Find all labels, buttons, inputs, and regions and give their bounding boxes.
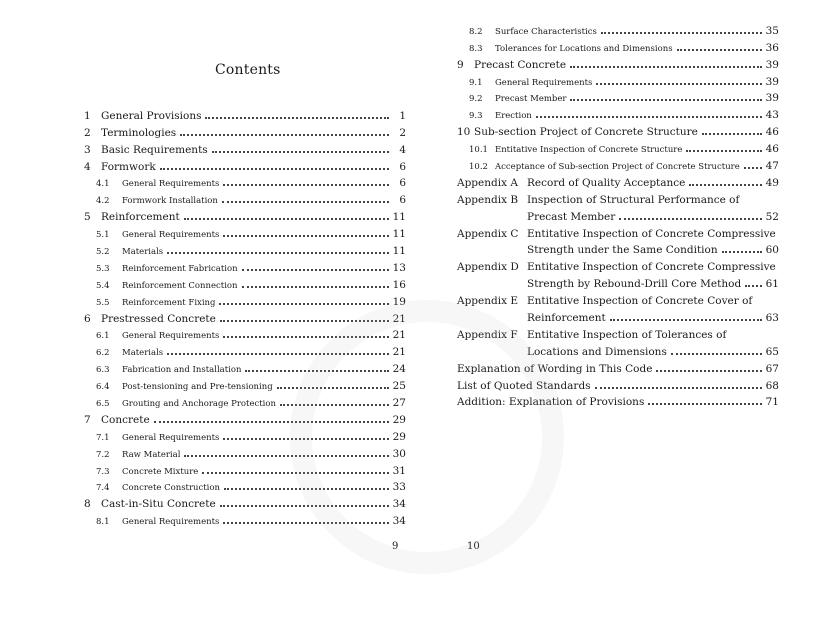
toc-entry-number: 8.2 bbox=[469, 26, 483, 37]
toc-entry-title: Surface Characteristics bbox=[495, 26, 597, 37]
toc-entry-page: 36 bbox=[765, 41, 779, 54]
toc-entry-title: Explanation of Wording in This Code bbox=[457, 362, 653, 375]
toc-entry[interactable] bbox=[84, 274, 406, 291]
toc-entry-page: 46 bbox=[765, 126, 779, 139]
toc-entry-title: Entitative Inspection of Concrete Structure bbox=[495, 145, 683, 156]
toc-entry[interactable] bbox=[84, 223, 406, 240]
toc-entry-page: 39 bbox=[765, 58, 779, 71]
toc-entry-title: Grouting and Anchorage Protection bbox=[122, 399, 276, 410]
toc-entry-title: Strength by Rebound-Drill Core Method bbox=[527, 278, 742, 291]
toc-entry-number: 9.3 bbox=[469, 111, 483, 122]
dot-leader bbox=[223, 438, 389, 440]
toc-entry-title: Precast Member bbox=[527, 210, 616, 223]
toc-entry-number: 7.4 bbox=[96, 483, 110, 494]
toc-entry-number: 5.5 bbox=[96, 297, 110, 308]
dot-leader bbox=[570, 99, 762, 101]
toc-entry-page: 27 bbox=[392, 397, 406, 410]
dot-leader bbox=[702, 133, 762, 135]
dot-leader bbox=[205, 117, 389, 119]
toc-entry-number: 9 bbox=[457, 58, 464, 71]
toc-entry-page: 11 bbox=[392, 245, 406, 258]
toc-entry[interactable] bbox=[84, 206, 406, 223]
toc-entry-page: 2 bbox=[399, 126, 406, 139]
toc-entry[interactable] bbox=[457, 223, 779, 240]
dot-leader bbox=[656, 370, 762, 372]
dot-leader bbox=[167, 353, 389, 355]
toc-entry-title: Post-tensioning and Pre-tensioning bbox=[122, 382, 273, 393]
dot-leader bbox=[154, 421, 389, 423]
toc-entry-number: 5.1 bbox=[96, 230, 110, 241]
toc-entry-title: General Requirements bbox=[495, 77, 593, 88]
toc-entry-title: Concrete Mixture bbox=[122, 466, 199, 477]
toc-entry[interactable] bbox=[457, 104, 779, 121]
dot-leader bbox=[242, 286, 389, 288]
toc-entry-title: Fabrication and Installation bbox=[122, 365, 242, 376]
toc-entry-title: Materials bbox=[122, 247, 164, 258]
toc-entry[interactable] bbox=[84, 291, 406, 308]
page-number-left: 9 bbox=[392, 541, 399, 552]
toc-entry-title: General Requirements bbox=[122, 179, 220, 190]
toc-entry-page: 71 bbox=[765, 396, 779, 409]
dot-leader bbox=[184, 455, 389, 457]
toc-entry[interactable] bbox=[84, 358, 406, 375]
toc-entry-number: 6.5 bbox=[96, 399, 110, 410]
toc-entry-page: 19 bbox=[392, 295, 406, 308]
toc-entry-page: 6 bbox=[399, 177, 406, 190]
toc-entry-number: 5.4 bbox=[96, 280, 110, 291]
dot-leader bbox=[223, 184, 389, 186]
page-title: Contents bbox=[215, 62, 281, 78]
toc-entry[interactable] bbox=[84, 493, 406, 510]
toc-entry-number: 10.1 bbox=[469, 145, 488, 156]
toc-entry-page: 21 bbox=[392, 312, 406, 325]
dot-leader bbox=[596, 83, 762, 85]
toc-entry-page: 11 bbox=[392, 228, 406, 241]
toc-entry[interactable] bbox=[84, 257, 406, 274]
dot-leader bbox=[167, 252, 389, 254]
toc-entry[interactable] bbox=[84, 325, 406, 342]
toc-entry[interactable] bbox=[84, 139, 406, 156]
toc-entry-title: General Requirements bbox=[122, 517, 220, 528]
dot-leader bbox=[610, 319, 762, 321]
toc-entry-page: 24 bbox=[392, 363, 406, 376]
toc-entry-number: 7.3 bbox=[96, 466, 110, 477]
toc-entry-page: 29 bbox=[392, 430, 406, 443]
toc-entry-page: 61 bbox=[765, 278, 779, 291]
toc-entry-title: Strength under the Same Condition bbox=[527, 244, 718, 257]
toc-entry-number: Appendix C bbox=[457, 227, 519, 240]
toc-entry-page: 4 bbox=[399, 143, 406, 156]
toc-entry-page: 49 bbox=[765, 176, 779, 189]
dot-leader bbox=[242, 269, 389, 271]
toc-entry-title: Precast Concrete bbox=[474, 58, 567, 71]
toc-entry-number: Appendix D bbox=[457, 261, 519, 274]
dot-leader bbox=[222, 201, 389, 203]
toc-entry-page: 39 bbox=[765, 92, 779, 105]
toc-entry[interactable] bbox=[84, 105, 406, 122]
toc-entry-number: 5 bbox=[84, 211, 91, 224]
toc-entry[interactable] bbox=[84, 477, 406, 494]
toc-entry[interactable] bbox=[84, 122, 406, 139]
toc-entry-number: 6.4 bbox=[96, 382, 110, 393]
toc-entry-page: 30 bbox=[392, 447, 406, 460]
toc-entry[interactable] bbox=[457, 121, 779, 138]
toc-entry-title: General Requirements bbox=[122, 230, 220, 241]
toc-entry-title: Addition: Explanation of Provisions bbox=[457, 396, 645, 409]
toc-entry-page: 25 bbox=[392, 380, 406, 393]
toc-entry-number: 6.3 bbox=[96, 365, 110, 376]
toc-entry-number: 2 bbox=[84, 126, 91, 139]
toc-entry-number: 10.2 bbox=[469, 162, 488, 173]
toc-entry-title: Entitative Inspection of Tolerances of bbox=[527, 328, 727, 341]
dot-leader bbox=[689, 184, 762, 186]
dot-leader bbox=[686, 150, 762, 152]
toc-entry-page: 34 bbox=[392, 515, 406, 528]
toc-entry-title: Reinforcement Connection bbox=[122, 280, 238, 291]
toc-entry-number: Appendix E bbox=[457, 295, 519, 308]
toc-entry-page: 39 bbox=[765, 75, 779, 88]
toc-entry-number: 1 bbox=[84, 109, 91, 122]
toc-entry-title: Prestressed Concrete bbox=[101, 312, 216, 325]
toc-entry-title: Inspection of Structural Performance of bbox=[527, 193, 740, 206]
toc-entry-title: Cast-in-Situ Concrete bbox=[101, 498, 216, 511]
dot-leader bbox=[677, 49, 762, 51]
toc-entry-title: Record of Quality Acceptance bbox=[527, 176, 686, 189]
dot-leader bbox=[619, 218, 762, 220]
toc-left bbox=[84, 105, 406, 527]
toc-entry-title: List of Quoted Standards bbox=[457, 379, 591, 392]
dot-leader bbox=[223, 336, 389, 338]
toc-entry-page: 46 bbox=[765, 143, 779, 156]
dot-leader bbox=[219, 303, 389, 305]
toc-entry[interactable] bbox=[457, 290, 779, 307]
toc-entry-title: Formwork bbox=[101, 160, 156, 173]
toc-entry[interactable] bbox=[457, 256, 779, 273]
toc-entry-number: 8 bbox=[84, 498, 91, 511]
toc-entry-number: 8.3 bbox=[469, 43, 483, 54]
dot-leader bbox=[224, 488, 389, 490]
toc-entry-page: 16 bbox=[392, 278, 406, 291]
toc-entry-number: 5.3 bbox=[96, 263, 110, 274]
toc-entry-page: 6 bbox=[399, 160, 406, 173]
dot-leader bbox=[601, 32, 762, 34]
toc-entry-page: 68 bbox=[765, 379, 779, 392]
toc-entry-page: 35 bbox=[765, 24, 779, 37]
toc-entry-page: 29 bbox=[392, 413, 406, 426]
left-page bbox=[0, 0, 415, 576]
dot-leader bbox=[184, 218, 389, 220]
dot-leader bbox=[223, 522, 389, 524]
dot-leader bbox=[223, 235, 389, 237]
toc-entry-page: 63 bbox=[765, 312, 779, 325]
toc-entry[interactable] bbox=[84, 308, 406, 325]
toc-entry-number: 4.1 bbox=[96, 179, 110, 190]
toc-entry-page: 34 bbox=[392, 498, 406, 511]
toc-entry[interactable] bbox=[457, 240, 779, 257]
toc-entry[interactable] bbox=[457, 324, 779, 341]
dot-leader bbox=[745, 285, 762, 287]
dot-leader bbox=[744, 167, 762, 169]
toc-entry[interactable] bbox=[457, 307, 779, 324]
toc-entry-title: Precast Member bbox=[495, 94, 567, 105]
toc-entry[interactable] bbox=[457, 71, 779, 88]
dot-leader bbox=[722, 251, 762, 253]
toc-entry-number: 9.2 bbox=[469, 94, 483, 105]
toc-entry-number: 4.2 bbox=[96, 196, 110, 207]
toc-entry-page: 65 bbox=[765, 345, 779, 358]
dot-leader bbox=[648, 403, 762, 405]
toc-entry-title: Tolerances for Locations and Dimensions bbox=[495, 43, 673, 54]
toc-right bbox=[457, 20, 779, 408]
toc-entry-title: Entitative Inspection of Concrete Compressive bbox=[527, 227, 776, 240]
toc-entry-number: 6.2 bbox=[96, 348, 110, 359]
toc-entry[interactable] bbox=[457, 392, 779, 409]
toc-entry-title: Raw Material bbox=[122, 449, 181, 460]
toc-entry[interactable] bbox=[84, 156, 406, 173]
toc-entry[interactable] bbox=[457, 155, 779, 172]
toc-entry-title: Sub-section Project of Concrete Structure bbox=[474, 126, 698, 139]
dot-leader bbox=[160, 168, 389, 170]
toc-entry[interactable] bbox=[84, 341, 406, 358]
toc-entry-title: Locations and Dimensions bbox=[527, 345, 667, 358]
toc-entry[interactable] bbox=[457, 172, 779, 189]
right-page bbox=[415, 0, 830, 576]
toc-entry-page: 60 bbox=[765, 244, 779, 257]
toc-entry[interactable] bbox=[84, 443, 406, 460]
toc-entry[interactable] bbox=[457, 341, 779, 358]
dot-leader bbox=[202, 472, 389, 474]
toc-entry[interactable] bbox=[84, 409, 406, 426]
toc-entry-title: Concrete Construction bbox=[122, 483, 220, 494]
toc-entry[interactable] bbox=[84, 240, 406, 257]
dot-leader bbox=[570, 66, 762, 68]
dot-leader bbox=[245, 370, 389, 372]
dot-leader bbox=[671, 353, 762, 355]
toc-entry-title: Erection bbox=[495, 111, 532, 122]
toc-entry[interactable] bbox=[457, 189, 779, 206]
toc-entry-number: 7.1 bbox=[96, 432, 110, 443]
toc-entry-number: Appendix A bbox=[457, 176, 518, 189]
toc-entry-title: Reinforcement bbox=[101, 211, 180, 224]
toc-entry[interactable] bbox=[457, 375, 779, 392]
toc-entry-title: General Requirements bbox=[122, 432, 220, 443]
dot-leader bbox=[220, 505, 389, 507]
toc-entry-title: Entitative Inspection of Concrete Compressive bbox=[527, 261, 776, 274]
toc-entry[interactable] bbox=[84, 173, 406, 190]
toc-entry-page: 1 bbox=[399, 109, 406, 122]
toc-entry-title: Basic Requirements bbox=[101, 143, 208, 156]
toc-entry[interactable] bbox=[457, 54, 779, 71]
toc-entry-page: 11 bbox=[392, 211, 406, 224]
toc-entry-number: Appendix B bbox=[457, 193, 519, 206]
toc-entry-page: 33 bbox=[392, 481, 406, 494]
toc-entry-number: Appendix F bbox=[457, 328, 518, 341]
toc-entry-title: Reinforcement Fixing bbox=[122, 297, 216, 308]
toc-entry-page: 47 bbox=[765, 160, 779, 173]
toc-entry[interactable] bbox=[84, 460, 406, 477]
toc-entry-page: 6 bbox=[399, 194, 406, 207]
toc-entry-number: 5.2 bbox=[96, 247, 110, 258]
dot-leader bbox=[536, 116, 762, 118]
toc-entry-number: 9.1 bbox=[469, 77, 483, 88]
toc-entry-page: 43 bbox=[765, 109, 779, 122]
toc-entry[interactable] bbox=[457, 88, 779, 105]
page-number-right: 10 bbox=[467, 541, 480, 552]
toc-entry[interactable] bbox=[457, 273, 779, 290]
toc-entry[interactable] bbox=[457, 358, 779, 375]
toc-entry-number: 6 bbox=[84, 312, 91, 325]
toc-entry-number: 10 bbox=[457, 126, 471, 139]
toc-entry-title: Materials bbox=[122, 348, 164, 359]
toc-entry[interactable] bbox=[457, 37, 779, 54]
toc-entry-title: Acceptance of Sub-section Project of Concrete Structure bbox=[495, 162, 740, 173]
toc-entry-number: 8.1 bbox=[96, 517, 110, 528]
toc-entry[interactable] bbox=[84, 392, 406, 409]
toc-entry-number: 4 bbox=[84, 160, 91, 173]
toc-entry-page: 21 bbox=[392, 329, 406, 342]
dot-leader bbox=[212, 151, 389, 153]
dot-leader bbox=[595, 387, 762, 389]
toc-entry-number: 6.1 bbox=[96, 331, 110, 342]
toc-entry-title: General Requirements bbox=[122, 331, 220, 342]
toc-entry-page: 67 bbox=[765, 362, 779, 375]
toc-entry-title: Entitative Inspection of Concrete Cover of bbox=[527, 295, 753, 308]
toc-entry-title: Reinforcement Fabrication bbox=[122, 263, 238, 274]
toc-entry[interactable] bbox=[457, 20, 779, 37]
toc-entry-number: 7 bbox=[84, 413, 91, 426]
toc-entry-title: Terminologies bbox=[101, 126, 177, 139]
toc-entry-title: Formwork Installation bbox=[122, 196, 218, 207]
toc-entry-title: Concrete bbox=[101, 413, 150, 426]
toc-entry-number: 7.2 bbox=[96, 449, 110, 460]
dot-leader bbox=[220, 320, 389, 322]
toc-entry[interactable] bbox=[84, 189, 406, 206]
toc-entry-page: 21 bbox=[392, 346, 406, 359]
toc-entry-page: 31 bbox=[392, 464, 406, 477]
toc-entry[interactable] bbox=[84, 426, 406, 443]
toc-entry-number: 3 bbox=[84, 143, 91, 156]
toc-entry[interactable] bbox=[84, 375, 406, 392]
toc-entry-title: Reinforcement bbox=[527, 312, 606, 325]
toc-entry-page: 52 bbox=[765, 210, 779, 223]
toc-entry[interactable] bbox=[457, 206, 779, 223]
toc-entry-title: General Provisions bbox=[101, 109, 202, 122]
toc-entry[interactable] bbox=[457, 138, 779, 155]
dot-leader bbox=[180, 134, 389, 136]
toc-entry-page: 13 bbox=[392, 261, 406, 274]
dot-leader bbox=[280, 404, 389, 406]
dot-leader bbox=[277, 387, 389, 389]
toc-entry[interactable] bbox=[84, 510, 406, 527]
